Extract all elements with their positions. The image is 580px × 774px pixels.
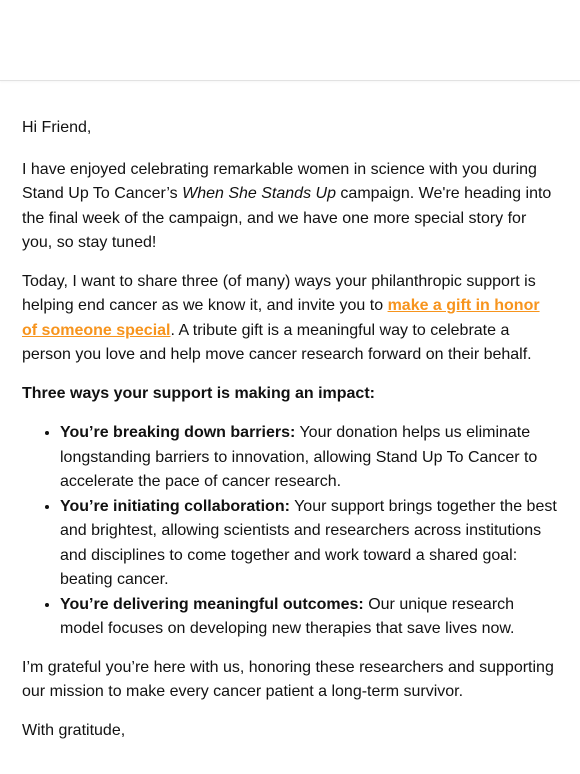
impact-item-collaboration bbox=[60, 495, 558, 593]
impact-item-outcomes bbox=[60, 593, 558, 642]
impact-item-text: Your donation helps us eliminate longstanding barriers to innovation, allowing Stand Up To Cancer to accelerate the pace of cancer research. bbox=[60, 424, 538, 490]
support-paragraph bbox=[22, 270, 558, 368]
signoff: With gratitude, bbox=[22, 721, 126, 739]
campaign-name: When She Stands Up bbox=[182, 185, 336, 202]
impact-item-text: Your support brings together the best and brightest, allowing scientists and researchers across institutions and disciplines to come together and work toward a shared goal: beating cancer. bbox=[60, 497, 557, 588]
greeting: Hi Friend, bbox=[22, 119, 92, 136]
email-body bbox=[0, 116, 580, 743]
support-text-before: Today, I want to share three (of many) ways your philanthropic support is helping end cancer as we know it, and invite you to bbox=[22, 272, 536, 314]
support-text-after: . A tribute gift is a meaningful way to celebrate a person you love and help move cancer research forward on their behalf. bbox=[22, 321, 532, 363]
impact-item-barriers bbox=[60, 421, 558, 495]
gratitude-paragraph: I’m grateful you’re here with us, honoring these researchers and supporting our mission to make every cancer patient a long-term survivor. bbox=[22, 658, 554, 700]
intro-paragraph bbox=[22, 158, 558, 256]
email-header-band bbox=[0, 0, 580, 81]
impact-heading: Three ways your support is making an impact: bbox=[22, 384, 375, 402]
impact-list bbox=[22, 421, 558, 642]
impact-item-text: Our unique research model focuses on developing new therapies that save lives now. bbox=[60, 595, 515, 637]
impact-item-title: You’re delivering meaningful outcomes: bbox=[60, 595, 364, 613]
tribute-gift-link[interactable]: make a gift in honor of someone special bbox=[22, 297, 540, 339]
impact-item-title: You’re initiating collaboration: bbox=[60, 497, 290, 515]
intro-text-after: campaign. We're heading into the final week of the campaign, and we have one more special story for you, so stay tuned! bbox=[22, 185, 552, 251]
intro-text-before: I have enjoyed celebrating remarkable women in science with you during Stand Up To Cancer’s bbox=[22, 160, 537, 202]
impact-item-title: You’re breaking down barriers: bbox=[60, 424, 296, 441]
